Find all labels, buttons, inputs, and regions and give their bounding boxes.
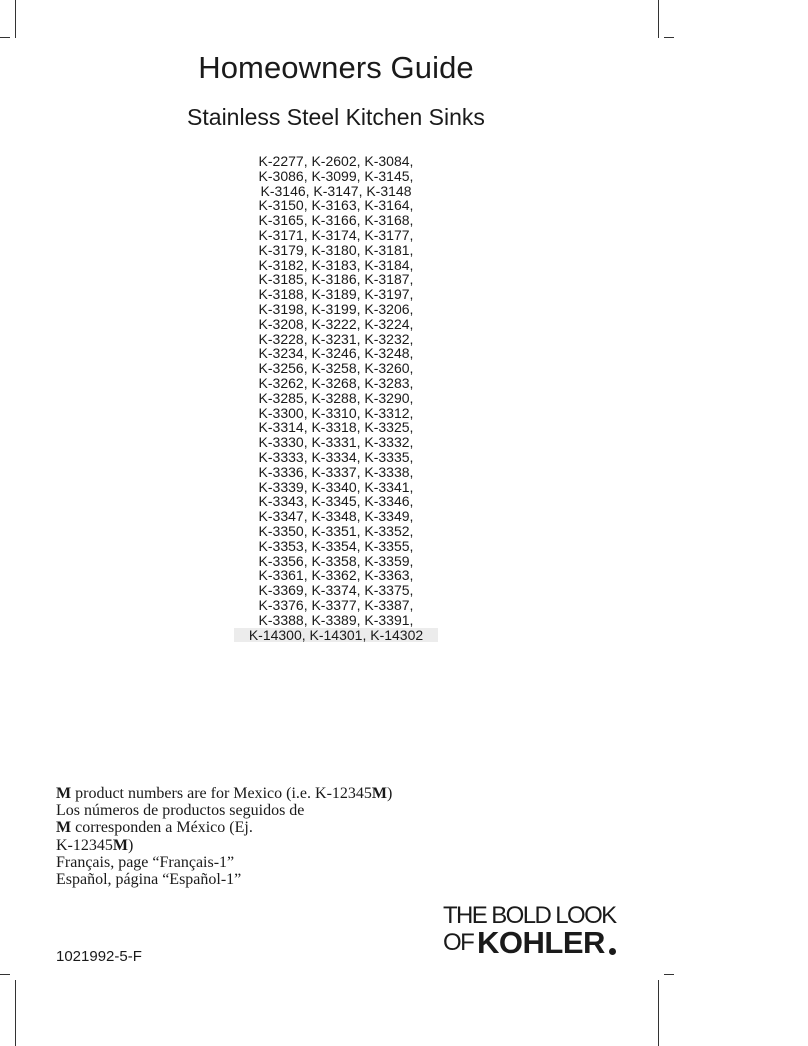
model-number-line: K-3356, K-3358, K-3359, [258,552,414,569]
model-number-line: K-3256, K-3258, K-3260, [258,360,414,377]
crop-mark-bottom-left [15,980,16,1046]
note-bold-m: M [56,785,72,802]
note-text: ) [387,785,393,802]
model-number-line: K-3185, K-3186, K-3187, [258,271,414,288]
note-text: corresponden a México (Ej. [71,819,253,837]
model-number-line: K-3208, K-3222, K-3224, [258,315,414,332]
note-line: Los números de productos seguidos de [56,802,305,820]
model-number-line: K-3369, K-3374, K-3375, [258,582,414,599]
model-number-line: K-3336, K-3337, K-3338, [258,463,414,480]
model-number-line: K-3376, K-3377, K-3387, [258,596,414,613]
mexico-note [56,785,392,888]
model-number-line: K-3182, K-3183, K-3184, [258,256,414,273]
model-number-line: K-3150, K-3163, K-3164, [258,197,414,214]
model-number-line: K-3300, K-3310, K-3312, [258,404,414,421]
model-number-line: K-2277, K-2602, K-3084, [258,153,414,169]
model-number-line: K-3188, K-3189, K-3197, [258,286,414,303]
model-number-line: K-3086, K-3099, K-3145, [258,167,414,184]
model-number-line: K-3314, K-3318, K-3325, [258,419,414,436]
logo-tagline: THE BOLD LOOK [443,902,616,929]
crop-mark-bottom-right-h [664,974,674,975]
french-page-ref: Français, page “Français-1” [56,853,235,871]
model-number-line: K-3171, K-3174, K-3177, [258,226,414,243]
crop-mark-top-right-h [664,37,674,38]
crop-mark-bottom-left-h [0,974,10,975]
note-bold-m: M [371,785,388,802]
registered-mark-icon [609,948,616,955]
note-line [56,819,392,836]
model-number-line: K-3361, K-3362, K-3363, [258,567,414,584]
kohler-logo [443,903,623,961]
note-bold-m: M [56,819,72,837]
logo-brand: KOHLER [477,925,605,960]
logo-of: OF [443,929,474,956]
model-number-line: K-3388, K-3389, K-3391, [258,611,414,628]
page-title: Homeowners Guide [198,50,474,85]
note-text: K-12345 [56,836,113,854]
model-number-line: K-3198, K-3199, K-3206, [258,300,414,317]
model-number-line: K-3146, K-3147, K-3148 [260,182,412,199]
model-number-line: K-3234, K-3246, K-3248, [258,345,414,362]
document-number: 1021992-5-F [56,948,142,965]
model-number-line: K-3228, K-3231, K-3232, [258,330,414,347]
note-line [56,785,392,802]
crop-mark-top-right [658,0,659,38]
model-number-line: K-3350, K-3351, K-3352, [258,522,414,539]
note-line [56,837,392,854]
crop-mark-bottom-right [658,980,659,1046]
spanish-page-ref: Español, página “Español-1” [56,871,242,889]
page-subtitle: Stainless Steel Kitchen Sinks [187,104,485,130]
model-number-list [234,154,438,642]
model-number-line: K-3333, K-3334, K-3335, [258,448,414,465]
model-number-line: K-3353, K-3354, K-3355, [258,537,414,554]
model-number-line: K-3339, K-3340, K-3341, [258,478,414,495]
model-number-line: K-3343, K-3345, K-3346, [258,493,414,510]
model-number-line: K-3347, K-3348, K-3349, [258,508,414,525]
model-number-line: K-3262, K-3268, K-3283, [258,374,414,391]
note-text: ) [128,836,134,854]
model-number-line: K-3285, K-3288, K-3290, [258,389,414,406]
model-number-line: K-3179, K-3180, K-3181, [258,241,414,258]
model-number-line: K-3330, K-3331, K-3332, [258,434,414,451]
note-bold-m: M [112,836,128,854]
note-text: product numbers are for Mexico (i.e. K-12345 [71,785,372,802]
crop-mark-top-left [15,0,16,38]
crop-mark-top-left-h [0,37,10,38]
model-number-line: K-3165, K-3166, K-3168, [258,212,414,229]
model-number-line: K-14300, K-14301, K-14302 [234,628,438,643]
